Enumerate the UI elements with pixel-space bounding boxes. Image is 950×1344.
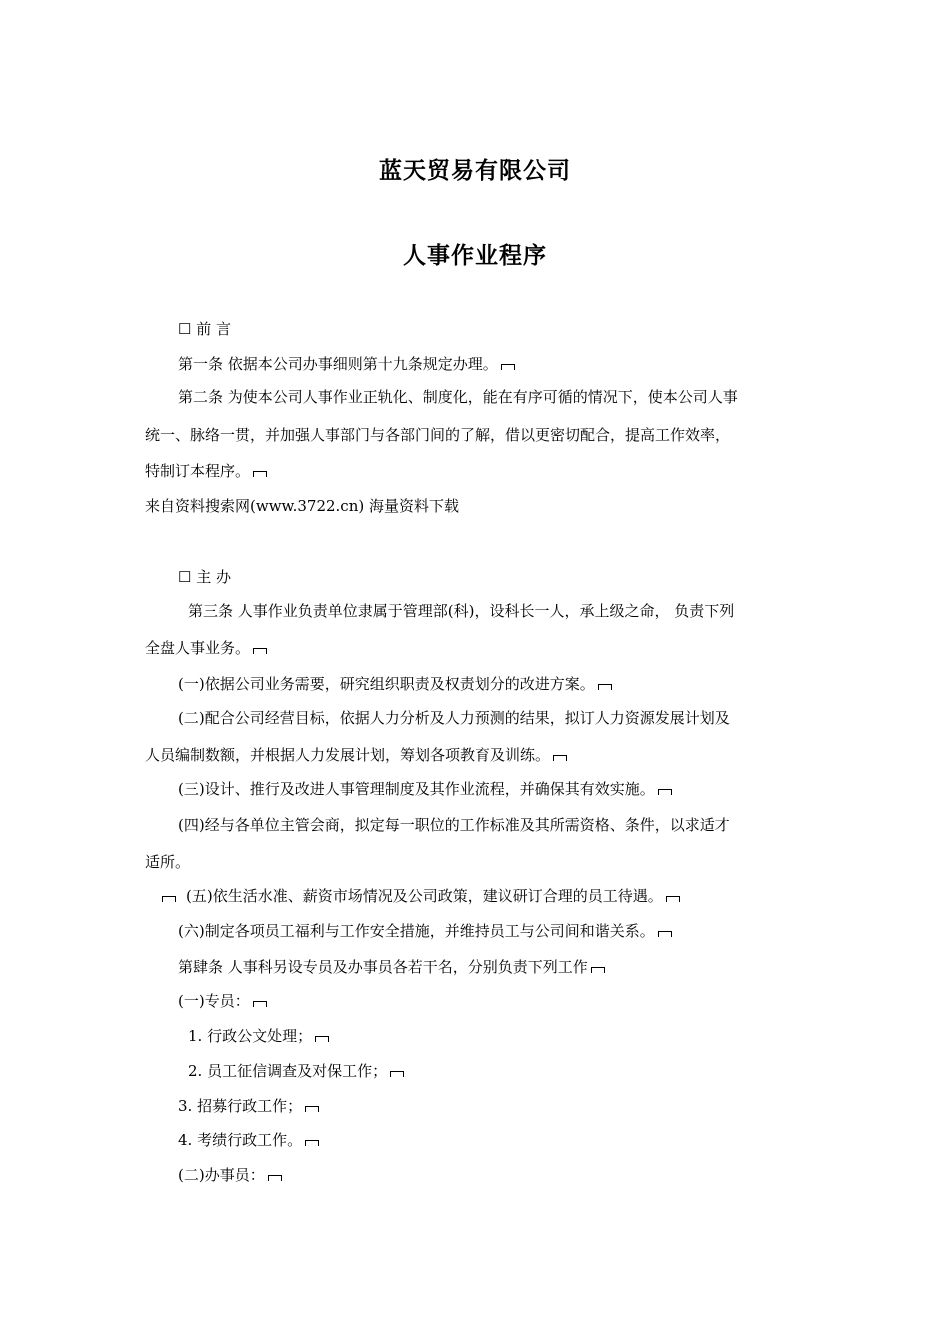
article-3-line-1: 第三条 人事作业负责单位隶属于管理部(科)，设科长一人，承上级之命， 负责下列: [188, 602, 735, 620]
staff-clerk: (二)办事员：: [178, 1164, 282, 1186]
duty-item-4-line-2: 适所。: [145, 853, 191, 871]
paragraph-mark-icon: [658, 931, 672, 937]
duty-item-1: (一)依据公司业务需要，研究组织职责及权责划分的改进方案。: [178, 673, 612, 695]
specialist-task-1: 1. 行政公文处理；: [188, 1025, 329, 1047]
article-2-line-1: 第二条 为使本公司人事作业正轨化、制度化，能在有序可循的情况下，使本公司人事: [178, 388, 738, 406]
paragraph-mark-icon: [315, 1036, 329, 1042]
paragraph-mark-icon: [253, 648, 267, 654]
paragraph-mark-icon: [553, 755, 567, 761]
paragraph-mark-icon: [591, 967, 605, 973]
paragraph-mark-icon: [305, 1106, 319, 1112]
paragraph-mark-icon: [305, 1140, 319, 1146]
source-note: 来自资料搜索网(www.3722.cn) 海量资料下载: [145, 497, 459, 515]
specialist-task-2: 2. 员工征信调查及对保工作；: [188, 1060, 404, 1082]
article-2-line-3: 特制订本程序。: [145, 460, 267, 482]
paragraph-mark-icon: [598, 684, 612, 690]
paragraph-mark-icon: [501, 364, 515, 370]
paragraph-mark-icon: [253, 1001, 267, 1007]
duty-item-2-line-2: 人员编制数额，并根据人力发展计划，筹划各项教育及训练。: [145, 744, 567, 766]
paragraph-mark-icon: [658, 789, 672, 795]
duty-item-6: (六)制定各项员工福利与工作安全措施，并维持员工与公司间和谐关系。: [178, 920, 672, 942]
specialist-task-4: 4. 考绩行政工作。: [178, 1129, 319, 1151]
company-name: 蓝天贸易有限公司: [379, 158, 571, 184]
duty-item-4-line-1: (四)经与各单位主管会商，拟定每一职位的工作标准及其所需资格、条件，以求适才: [178, 816, 730, 834]
section-heading-organizer: ☐ 主 办: [178, 568, 231, 586]
article-2-line-2: 统一、脉络一贯，并加强人事部门与各部门间的了解，借以更密切配合，提高工作效率，: [145, 426, 731, 444]
staff-specialist: (一)专员：: [178, 990, 267, 1012]
article-4: 第肆条 人事科另设专员及办事员各若干名，分别负责下列工作: [178, 956, 605, 978]
paragraph-mark-icon: [666, 896, 680, 902]
section-heading-preface: ☐ 前 言: [178, 320, 231, 338]
paragraph-mark-icon: [162, 896, 176, 902]
document-title: 人事作业程序: [403, 243, 547, 269]
specialist-task-3: 3. 招募行政工作；: [178, 1095, 319, 1117]
paragraph-mark-icon: [268, 1175, 282, 1181]
article-3-line-2: 全盘人事业务。: [145, 637, 267, 659]
duty-item-2-line-1: (二)配合公司经营目标，依据人力分析及人力预测的结果，拟订人力资源发展计划及: [178, 709, 730, 727]
paragraph-mark-icon: [253, 471, 267, 477]
paragraph-mark-icon: [390, 1071, 404, 1077]
article-1: 第一条 依据本公司办事细则第十九条规定办理。: [178, 353, 515, 375]
duty-item-5: (五)依生活水准、薪资市场情况及公司政策，建议研订合理的员工待遇。: [162, 885, 680, 907]
duty-item-3: (三)设计、推行及改进人事管理制度及其作业流程，并确保其有效实施。: [178, 778, 672, 800]
